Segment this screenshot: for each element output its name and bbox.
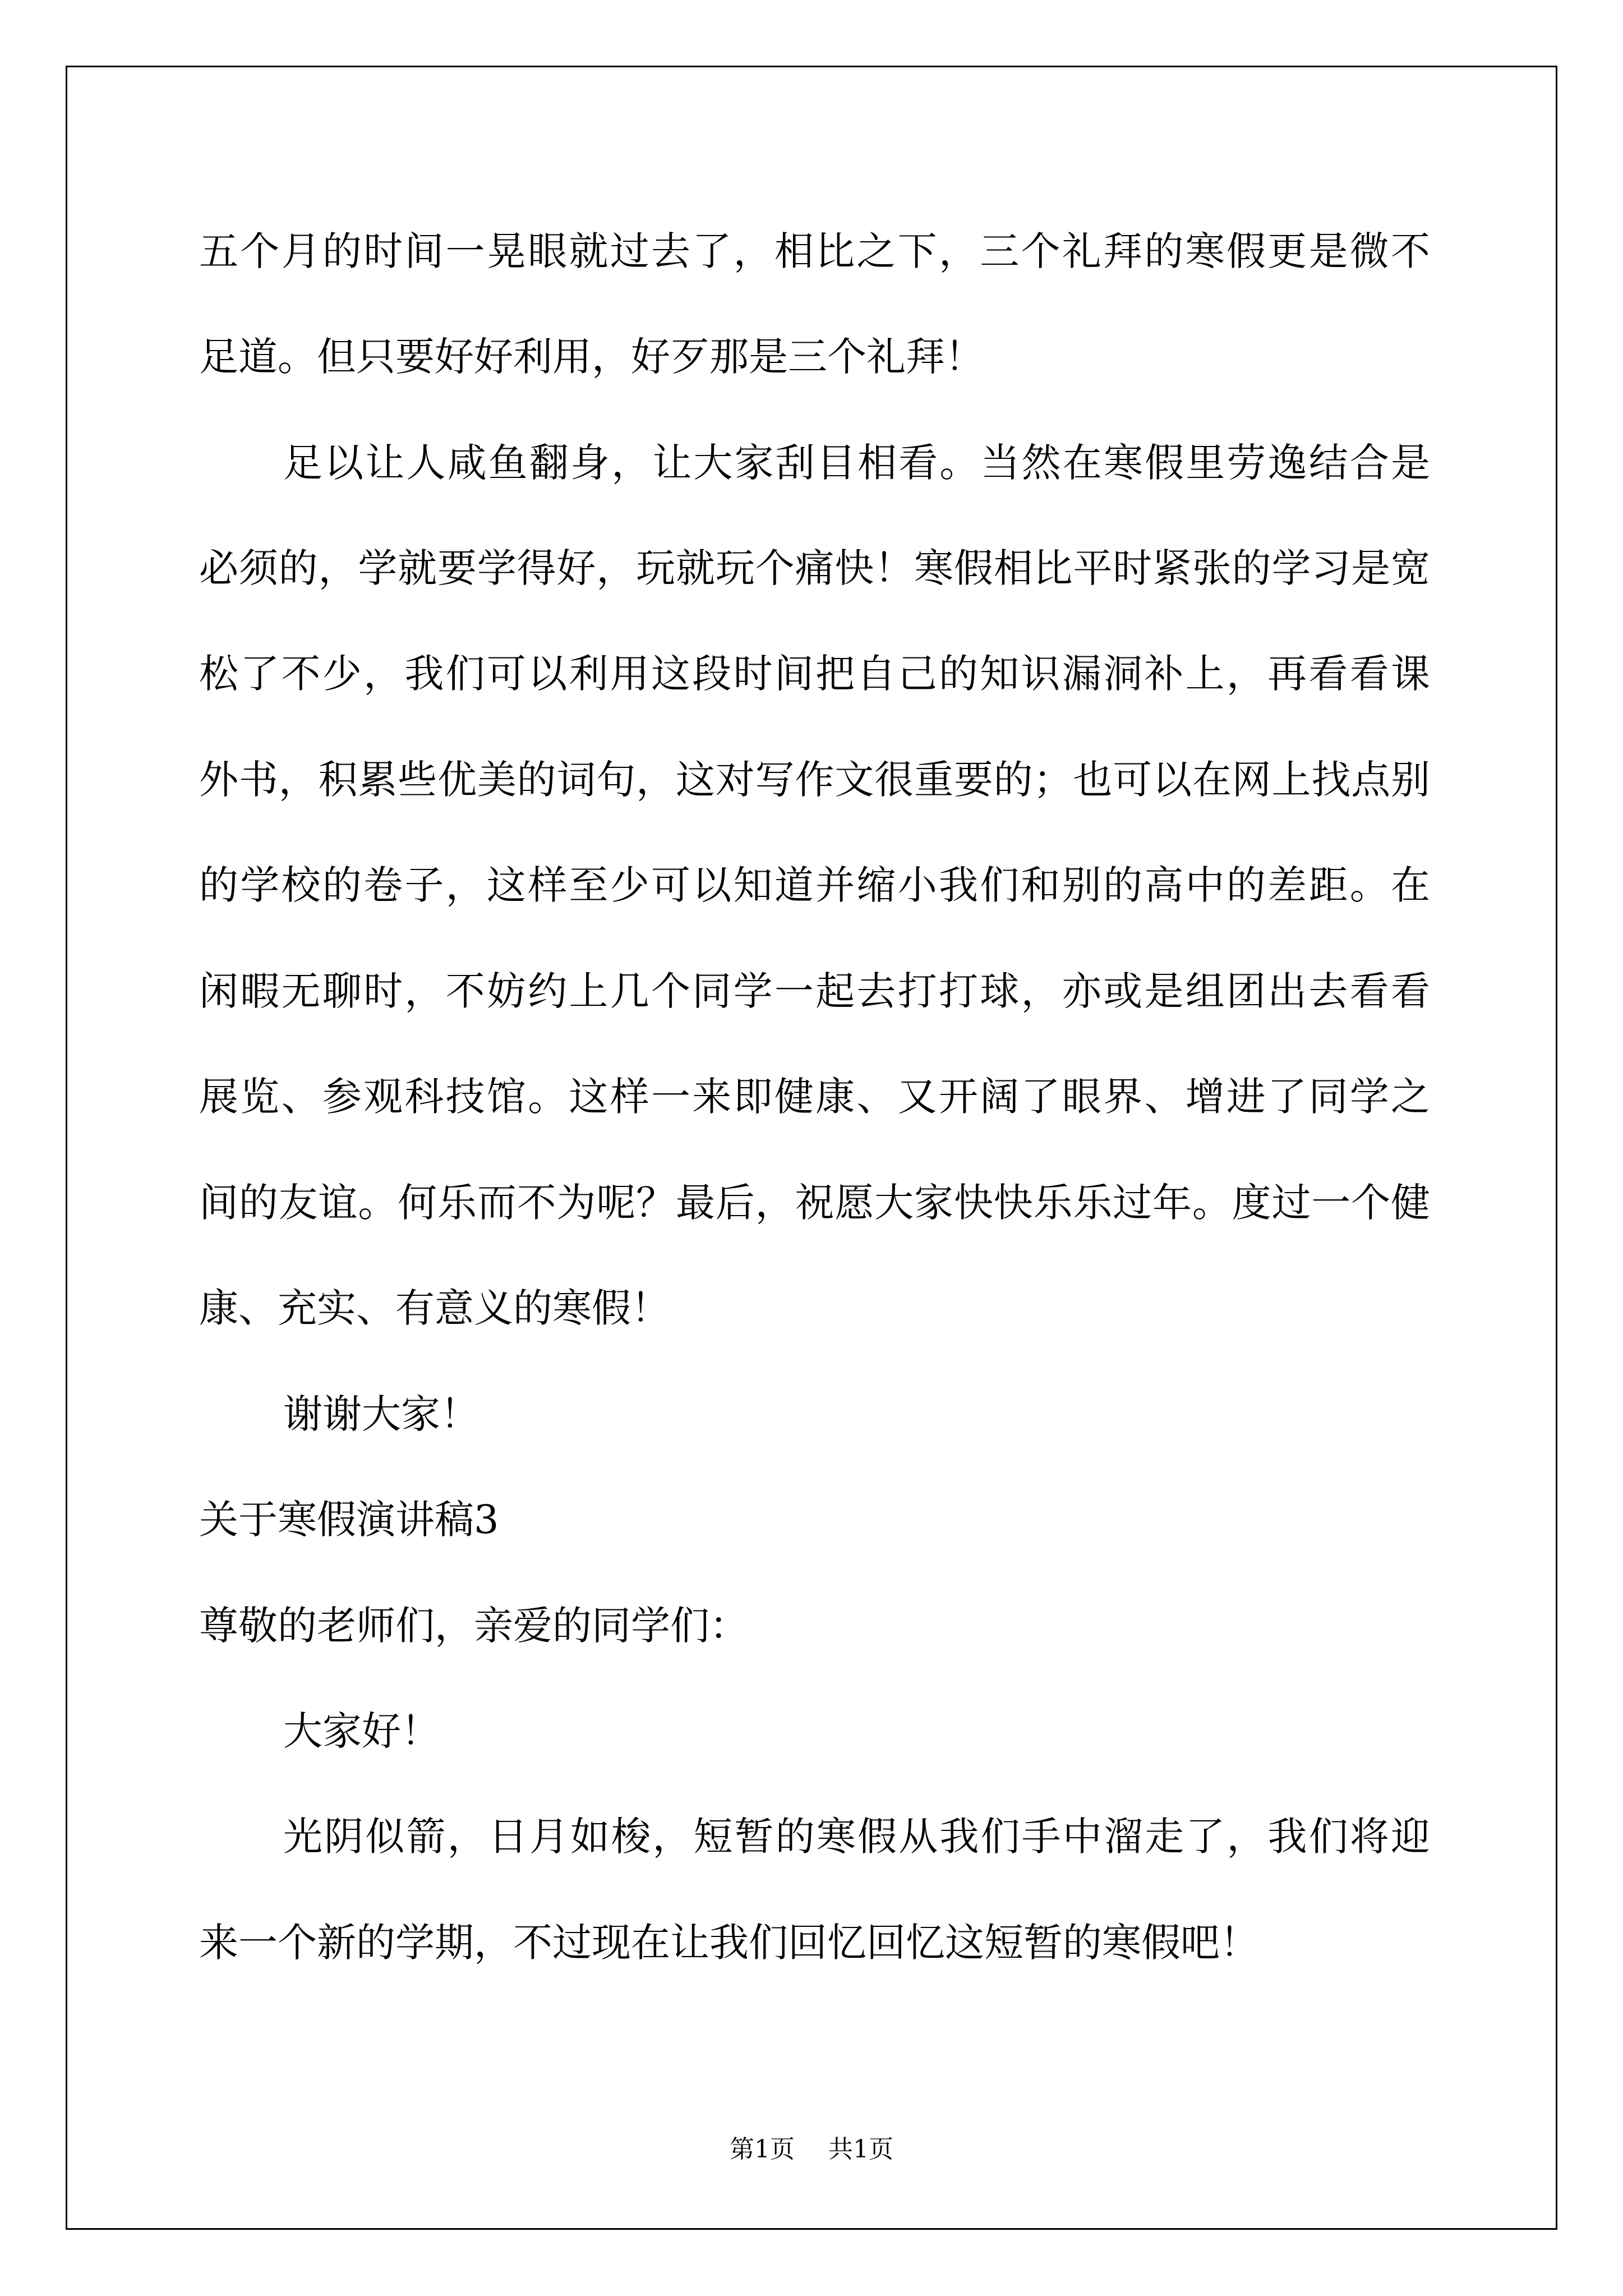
body-line-3: 足以让人咸鱼翻身，让大家刮目相看。当然在寒假里劳逸结合是 xyxy=(283,440,1430,486)
body-line-5: 松了不少，我们可以利用这段时间把自己的知识漏洞补上，再看看课 xyxy=(199,651,1430,697)
body-line-2: 足道。但只要好好利用，好歹那是三个礼拜！ xyxy=(199,334,984,380)
page-number: 第1页 xyxy=(730,2135,795,2164)
body-line-6: 外书，积累些优美的词句，这对写作文很重要的；也可以在网上找点别 xyxy=(199,757,1430,803)
closing-thanks: 谢谢大家！ xyxy=(283,1391,479,1437)
body-line-16: 光阴似箭，日月如梭，短暂的寒假从我们手中溜走了，我们将迎 xyxy=(283,1814,1430,1860)
body-line-10: 间的友谊。何乐而不为呢？最后，祝愿大家快快乐乐过年。度过一个健 xyxy=(199,1180,1430,1226)
body-line-9: 展览、参观科技馆。这样一来即健康、又开阔了眼界、增进了同学之 xyxy=(199,1074,1430,1120)
page-footer xyxy=(0,2133,1623,2166)
body-line-7: 的学校的卷子，这样至少可以知道并缩小我们和别的高中的差距。在 xyxy=(199,862,1430,908)
page-border xyxy=(66,66,1557,2230)
body-line-11: 康、充实、有意义的寒假！ xyxy=(199,1285,670,1331)
greeting: 大家好！ xyxy=(283,1708,440,1754)
body-line-17: 来一个新的学期，不过现在让我们回忆回忆这短暂的寒假吧！ xyxy=(199,1920,1259,1966)
body-line-1: 五个月的时间一晃眼就过去了，相比之下，三个礼拜的寒假更是微不 xyxy=(199,228,1430,274)
body-line-4: 必须的，学就要学得好，玩就玩个痛快！寒假相比平时紧张的学习是宽 xyxy=(199,545,1430,591)
body-line-8: 闲暇无聊时，不妨约上几个同学一起去打打球，亦或是组团出去看看 xyxy=(199,968,1430,1014)
section-heading: 关于寒假演讲稿3 xyxy=(199,1497,499,1543)
salutation: 尊敬的老师们，亲爱的同学们： xyxy=(199,1603,749,1649)
page-total: 共1页 xyxy=(828,2135,893,2164)
